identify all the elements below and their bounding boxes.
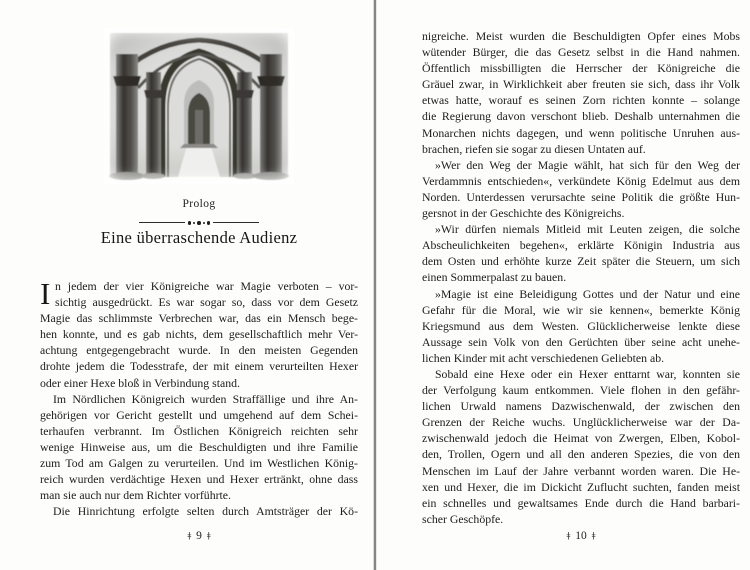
prolog-label: Prolog (182, 198, 216, 210)
folio-number-left: 9 (196, 530, 202, 542)
text-line: Verdammnis entschieden«, verkündete König Edelmut aus dem (422, 173, 740, 188)
text-line: Öffentlich missbilligten die Herrscher der Königreiche die (422, 61, 740, 76)
folio-ornament-right-icon: ǂ (206, 531, 211, 540)
text-line: wütender Bürger, die das Gesetz selbst in die Hand nahmen. (422, 45, 740, 60)
text-line: Kriegsmund aus dem Westen. Glücklicherweise lenkte diese (422, 318, 740, 333)
text-line: Grenzen der Reiche wuchs. Unglücklicherweise war der Da- (422, 415, 740, 430)
text-line: etwas hatte, worauf es seinen Zorn richten konnte – solange (422, 93, 740, 108)
page-number-right (422, 530, 740, 542)
text-line: scher Geschöpfe. (422, 511, 504, 526)
folio-ornament-left-icon: ǂ (566, 531, 571, 540)
text-line: reich wurden verdächtige Hexen und Hexer ertränkt, ohne dass (40, 472, 358, 487)
text-line: Menschen im Lauf der Jahre verbannt worden waren. Die He- (422, 463, 740, 478)
chapter-illustration (104, 28, 294, 184)
text-line: Magie das schlimmste Verbrechen war, das ein Mensch bege- (40, 311, 358, 326)
text-line: lichen Kinder mit acht verschiedenen Geliebten ab. (422, 350, 665, 365)
chapter-divider (139, 221, 259, 225)
page-number-left (40, 530, 358, 542)
text-line: man sie auch nur dem Richter vorführte. (40, 488, 231, 503)
text-line: den, Trollen, Ogern und all den anderen Spezies, die von den (422, 447, 740, 462)
text-line: xen und Hexer, die im Dickicht Zuflucht suchten, fanden meist (422, 479, 740, 494)
text-line: Norden. Unterdessen verursachte seine Politik die größte Hun- (422, 189, 740, 204)
text-line: lichen Urwald namens Dazwischenwald, der zwischen den (422, 399, 740, 414)
text-line: »Wir dürfen niemals Mitleid mit Leuten zeigen, die solche (435, 222, 740, 237)
text-line: achtung entgegengebracht wurde. In den meisten Gegenden (40, 343, 358, 358)
text-line: Aussage sein Volk von den Gerüchten über seine acht unehe- (422, 334, 740, 349)
text-line: gehörigen vor Gericht gestellt und umgehend auf dem Schei- (40, 407, 358, 422)
text-line: Im Nördlichen Königreich wurden Straffällige und ihre An- (53, 391, 358, 406)
text-line: einen Sommerpalast zu bauen. (422, 270, 567, 285)
text-line: terhaufen verbrannt. Im Östlichen Königreich reichten sehr (40, 423, 358, 438)
page-right-text (422, 28, 740, 527)
text-line: Gräuel zwar, in Wirklichkeit aber freuten sie sich, dass ihr Volk (422, 77, 740, 92)
text-line: zwischenwald jedoch die Heimat von Zwergen, Elben, Kobol- (422, 431, 740, 446)
page-left-text (40, 278, 358, 519)
text-line: »Magie ist eine Beleidigung Gottes und der Natur und eine (435, 286, 740, 301)
text-line: dem Osten und erhöhte kurze Zeit später die Steuern, um sich (422, 254, 740, 269)
text-line: n jedem der vier Königreiche war Magie verboten – vor- (55, 279, 358, 293)
text-line: gersnot in der Geschichte des Königreichs. (422, 206, 625, 221)
drop-cap: I (40, 276, 51, 311)
text-line: sichtig ausgedrückt. Es war sogar so, dass vor dem Gesetz (55, 295, 358, 310)
page-gutter-divider (374, 0, 376, 570)
text-line: Die Hinrichtung erfolgte selten durch Amtsträger der Kö- (53, 504, 358, 519)
text-line: nigreiche. Meist wurden die Beschuldigten Opfer eines Mobs (422, 29, 740, 43)
gothic-corridor-icon (104, 28, 294, 184)
text-line: drohte jedem die Todesstrafe, der mit einem verurteilten Hexer (40, 359, 358, 374)
text-line: ein schnelles und gewaltsames Ende durch die Hand barbari- (422, 495, 740, 510)
divider-line-right (213, 222, 259, 223)
text-line: brachen, riefen sie sogar zu diesen Untaten auf. (422, 141, 646, 156)
folio-ornament-left-icon: ǂ (187, 531, 192, 540)
text-line: Abscheulichkeiten begehen«, erklärte Königin Industria aus (422, 238, 740, 253)
text-line: »Wer den Weg der Magie wählt, hat sich für den Weg der (435, 157, 740, 172)
folio-number-right: 10 (575, 530, 587, 542)
chapter-title: Eine überraschende Audienz (100, 228, 298, 247)
text-line: hen konnte, und es gab nichts, dem gesellschaftlich mehr Ver- (40, 327, 358, 342)
text-line: Sobald eine Hexe oder ein Hexer enttarnt war, konnten sie (435, 366, 740, 381)
divider-line-left (139, 222, 185, 223)
text-line: die Regierung davon verschont blieb. Deshalb unternahmen die (422, 109, 740, 124)
folio-ornament-right-icon: ǂ (591, 531, 596, 540)
text-line: der Verfolgung kaum entkommen. Viele flohen in den gefähr- (422, 383, 740, 398)
text-line: oder einer Hexe bloß in Verbindung stand. (40, 375, 240, 390)
text-line: Monarchen nichts dagegen, und wenn politische Unruhen aus- (422, 125, 740, 140)
divider-dots-icon (188, 221, 211, 225)
text-line: zum Tod am Galgen zu verurteilen. Und im Westlichen König- (40, 456, 358, 471)
text-line: Gefahr für die Moral, wie wir sie kennen«, bemerkte König (422, 302, 740, 317)
text-line: wenige Hinweise aus, um die Beschuldigten und ihre Familie (40, 439, 358, 454)
